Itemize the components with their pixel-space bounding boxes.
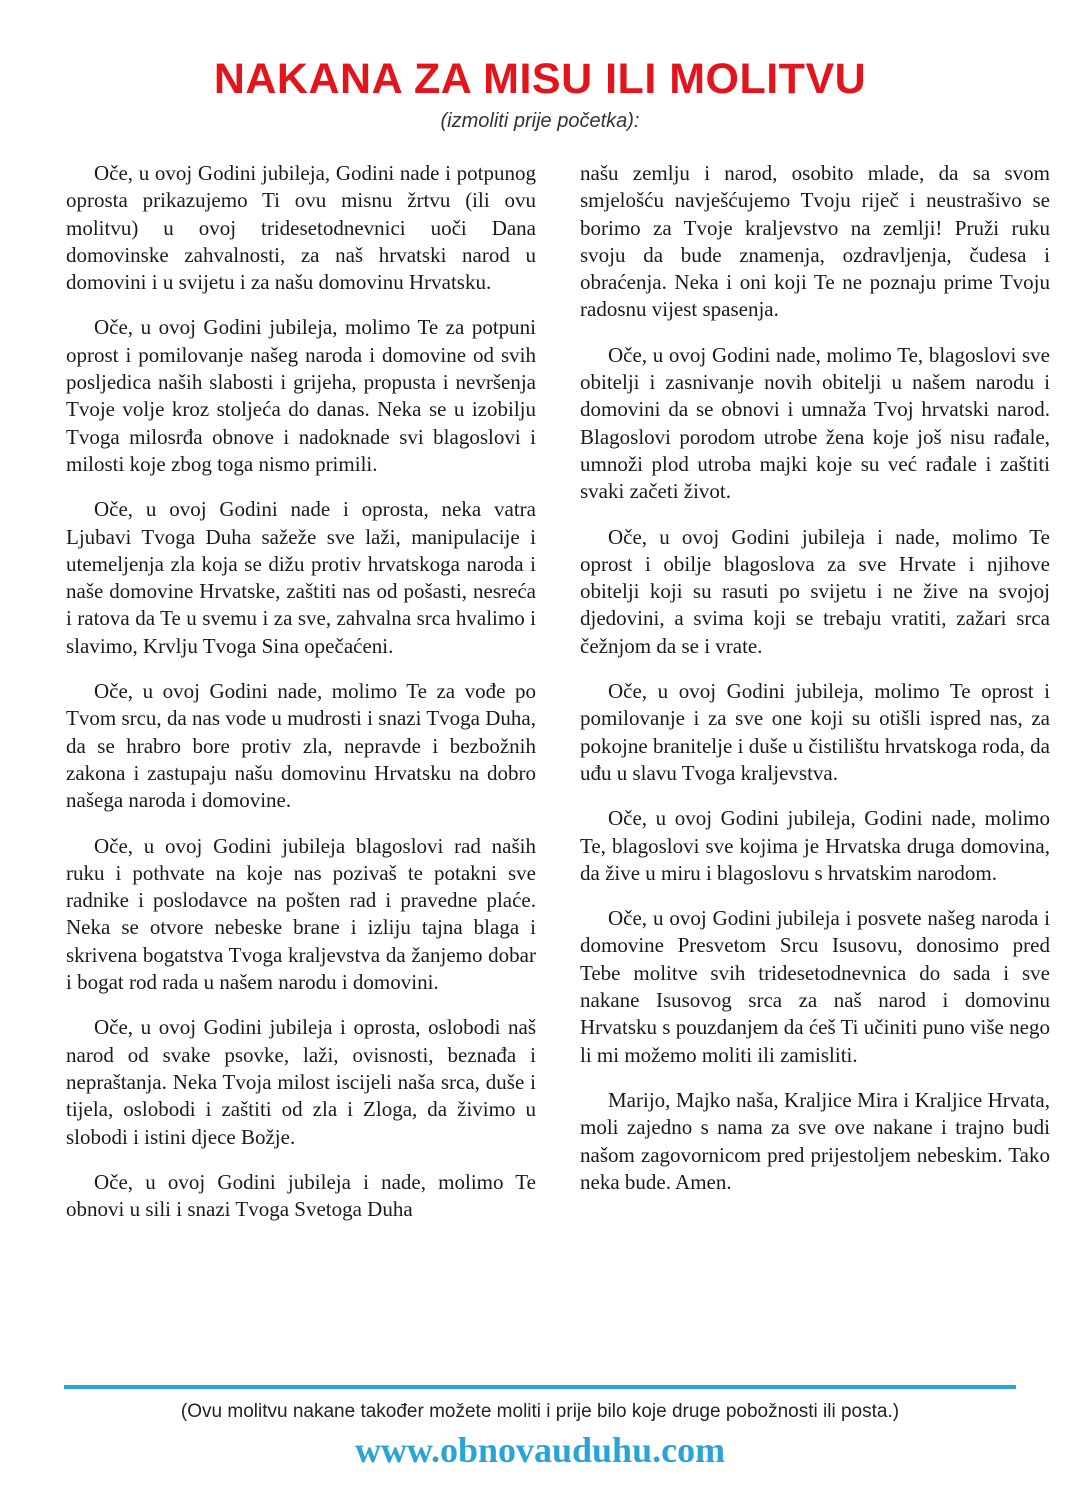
- footer-divider: [64, 1385, 1016, 1389]
- page-subtitle: (izmoliti prije početka):: [440, 110, 640, 132]
- website-link[interactable]: www.obnovauduhu.com: [354, 1430, 726, 1470]
- prayer-paragraph: Oče, u ovoj Godini jubileja i posvete našeg naroda i domovine Presvetom Srcu Isusovu, donosimo pred Tebe molitve svih tridesetodnevnica do sada i sve nakane Isusovog srca za naš narod i domovinu Hrvatsku s pouzdanjem da ćeš Ti učiniti puno više nego li mi možemo moliti ili zamisliti.: [580, 906, 1050, 1067]
- left-column: [66, 160, 536, 1241]
- right-column: [580, 160, 1050, 1214]
- prayer-paragraph: Oče, u ovoj Godini jubileja, Godini nade, molimo Te, blagoslovi sve kojima je Hrvatska druga domovina, da žive u miru i blagoslovu s hrvatskim narodom.: [580, 806, 1050, 885]
- page-title: NAKANA ZA MISU ILI MOLITVU: [213, 55, 867, 103]
- prayer-paragraph: Oče, u ovoj Godini jubileja blagoslovi rad naših ruku i pothvate na koje nas pozivaš te potakni sve radnike i poslodavce na pošten rad i pravedne plaće. Neka se otvore nebeske brane i izliju tajna blaga i skrivena bogatstva Tvoga kraljevstva da žanjemo dobar i bogat rod rada u našem narodu i domovini.: [66, 833, 536, 995]
- prayer-paragraph-continued: našu zemlju i narod, osobito mlade, da sa svom smjelošću navješćujemo Tvoju riječ i neustrašivo se borimo za Tvoje kraljevstvo na zemlji! Pruži ruku svoju da bude znamenja, ozdravljenja, čudesa i obraćenja. Neka i oni koji Te ne poznaju prime Tvoju radosnu vijest spasenja.: [580, 161, 1050, 322]
- prayer-paragraph: Oče, u ovoj Godini nade, molimo Te za vođe po Tvom srcu, da nas vode u mudrosti i snazi Tvoga Duha, da se hrabro bore protiv zla, nepravde i bezbožnih zakona i zastupaju našu domovinu Hrvatsku na dobro našega naroda i domovine.: [66, 679, 536, 813]
- footer-note: (Ovu molitvu nakane također možete moliti i prije bilo koje druge pobožnosti ili posta.): [180, 1401, 900, 1422]
- prayer-paragraph: Oče, u ovoj Godini jubileja i nade, molimo Te oprost i obilje blagoslova za sve Hrvate i njihove obitelji koji su rasuti po svijetu i ne žive na svojoj djedovini, a svima koji se trebaju vratiti, zažari srca čežnjom da se i vrate.: [580, 524, 1050, 658]
- prayer-paragraph: Oče, u ovoj Godini jubileja, Godini nade i potpunog oprosta prikazujemo Ti ovu misnu žrtvu (ili ovu molitvu) u ovoj tridesetodnevnici uoči Dana domovinske zahvalnosti, za naš hrvatski narod u domovini i u svijetu i za našu domovinu Hrvatsku.: [66, 161, 536, 295]
- closing-prayer-paragraph: Marijo, Majko naša, Kraljice Mira i Kraljice Hrvata, moli zajedno s nama za sve ove nakane i trajno budi našom zagovornicom pred prijestoljem nebeskim. Tako neka bude. Amen.: [580, 1087, 1050, 1194]
- prayer-paragraph: Oče, u ovoj Godini jubileja i oprosta, oslobodi naš narod od svake psovke, laži, ovisnosti, beznađa i nepraštanja. Neka Tvoja milost iscijeli naša srca, duše i tijela, oslobodi i zaštiti od zla i Zloga, da živimo u slobodi i istini djece Božje.: [66, 1015, 536, 1149]
- prayer-paragraph: Oče, u ovoj Godini jubileja, molimo Te za potpuni oprost i pomilovanje našeg naroda i domovine od svih posljedica naših slabosti i grijeha, propusta i nevršenja Tvoje volje kroz stoljeća do danas. Neka se u izobilju Tvoga milosrđa obnove i nadoknade svi blagoslovi i milosti koje zbog toga nismo primili.: [66, 315, 536, 476]
- prayer-paragraph: Oče, u ovoj Godini jubileja, molimo Te oprost i pomilovanje i za sve one koji su otišli ispred nas, za pokojne branitelje i duše u čistilištu hrvatskoga roda, da uđu u slavu Tvoga kraljevstva.: [580, 679, 1050, 785]
- prayer-paragraph: Oče, u ovoj Godini nade i oprosta, neka vatra Ljubavi Tvoga Duha sažeže sve laži, manipulacije i utemeljenja zla koja se dižu protiv hrvatskoga naroda i naše domovine Hrvatske, zaštiti nas od pošasti, nesreća i ratova da Te u svemu i za sve, zahvalna srca hvalimo i slavimo, Krvlju Tvoga Sina opečaćeni.: [66, 497, 536, 658]
- prayer-paragraph: Oče, u ovoj Godini nade, molimo Te, blagoslovi sve obitelji i zasnivanje novih obitelji u našem narodu i domovini da se obnovi i umnaža Tvoj hrvatski narod. Blagoslovi porodom utrobe žena koje još nisu rađale, umnoži plod utroba majki koje su već rađale i zaštiti svaki začeti život.: [580, 342, 1050, 504]
- prayer-paragraph: Oče, u ovoj Godini jubileja i nade, molimo Te obnovi u sili i snazi Tvoga Svetoga Duha: [66, 1169, 536, 1222]
